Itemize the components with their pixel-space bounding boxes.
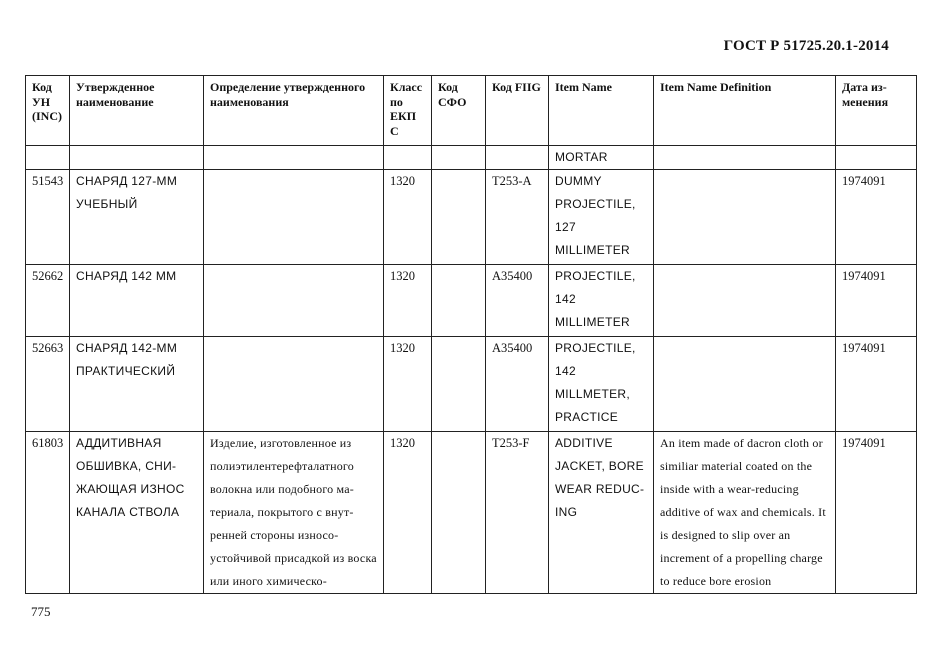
cell-item-name: PROJECTILE, 142 MILLIMETER [549,265,654,337]
cell-inc: 52663 [26,337,70,432]
cell-item-name: PROJECTILE, 142 MILLMETER, PRACTICE [549,337,654,432]
cell-definition-ru: Изделие, изготовленное из полиэтилентерефталатного волокна или подобного ма-териала, покрытого с внут-ренней стороны износо-устойчивой присадкой из воска или иного химическо- [204,432,384,594]
cell-class: 1320 [384,432,432,594]
col-header-item-definition: Item Name Definition [654,76,836,146]
col-header-item-name: Item Name [549,76,654,146]
col-header-fiig: Код FIIG [486,76,549,146]
table-header-row [26,76,917,146]
cell-date: 1974091 [836,265,917,337]
cell-sfo [432,146,486,170]
cell-item-definition [654,170,836,265]
cell-inc: 61803 [26,432,70,594]
cell-date: 1974091 [836,170,917,265]
cell-date: 1974091 [836,337,917,432]
cell-item-definition [654,337,836,432]
cell-item-name: ADDITIVE JACKET, BORE WEAR REDUC-ING [549,432,654,594]
cell-fiig: A35400 [486,337,549,432]
cell-name-ru: АДДИТИВНАЯ ОБШИВКА, СНИ-ЖАЮЩАЯ ИЗНОС КАНАЛА СТВОЛА [70,432,204,594]
col-header-date: Дата из-менения [836,76,917,146]
cell-definition-ru [204,170,384,265]
cell-sfo [432,432,486,594]
cell-item-definition [654,146,836,170]
cell-definition-ru [204,146,384,170]
cell-item-name: DUMMY PROJECTILE, 127 MILLIMETER [549,170,654,265]
cell-date: 1974091 [836,432,917,594]
col-header-sfo: Код СФО [432,76,486,146]
table-row [26,265,917,337]
cell-class: 1320 [384,337,432,432]
document-title: ГОСТ Р 51725.20.1-2014 [723,38,889,54]
cell-class [384,146,432,170]
cell-inc: 51543 [26,170,70,265]
cell-date [836,146,917,170]
cell-sfo [432,337,486,432]
cell-inc [26,146,70,170]
cell-fiig [486,146,549,170]
table-row-continuation [26,146,917,170]
cell-class: 1320 [384,265,432,337]
cell-name-ru: СНАРЯД 127-ММ УЧЕБНЫЙ [70,170,204,265]
cell-name-ru [70,146,204,170]
cell-name-ru: СНАРЯД 142 ММ [70,265,204,337]
nomenclature-table [25,75,917,594]
table-row [26,337,917,432]
cell-inc: 52662 [26,265,70,337]
page-number: 775 [31,604,51,619]
col-header-approved-definition: Определение утвержденного наименования [204,76,384,146]
cell-definition-ru [204,337,384,432]
table-row [26,432,917,594]
col-header-inc: Код УН (INC) [26,76,70,146]
cell-sfo [432,265,486,337]
cell-fiig: T253-A [486,170,549,265]
cell-fiig: T253-F [486,432,549,594]
cell-class: 1320 [384,170,432,265]
cell-item-name: MORTAR [549,146,654,170]
cell-fiig: A35400 [486,265,549,337]
cell-item-definition [654,265,836,337]
table-row [26,170,917,265]
cell-sfo [432,170,486,265]
cell-definition-ru [204,265,384,337]
col-header-class: Класс по ЕКП С [384,76,432,146]
cell-item-definition: An item made of dacron cloth or similiar material coated on the inside with a wear-reducing additive of wax and chemicals. It is designed to slip over an increment of a propelling charge to reduce bore erosion [654,432,836,594]
col-header-approved-name: Утвержденное наименование [70,76,204,146]
cell-name-ru: СНАРЯД 142-ММ ПРАКТИЧЕСКИЙ [70,337,204,432]
